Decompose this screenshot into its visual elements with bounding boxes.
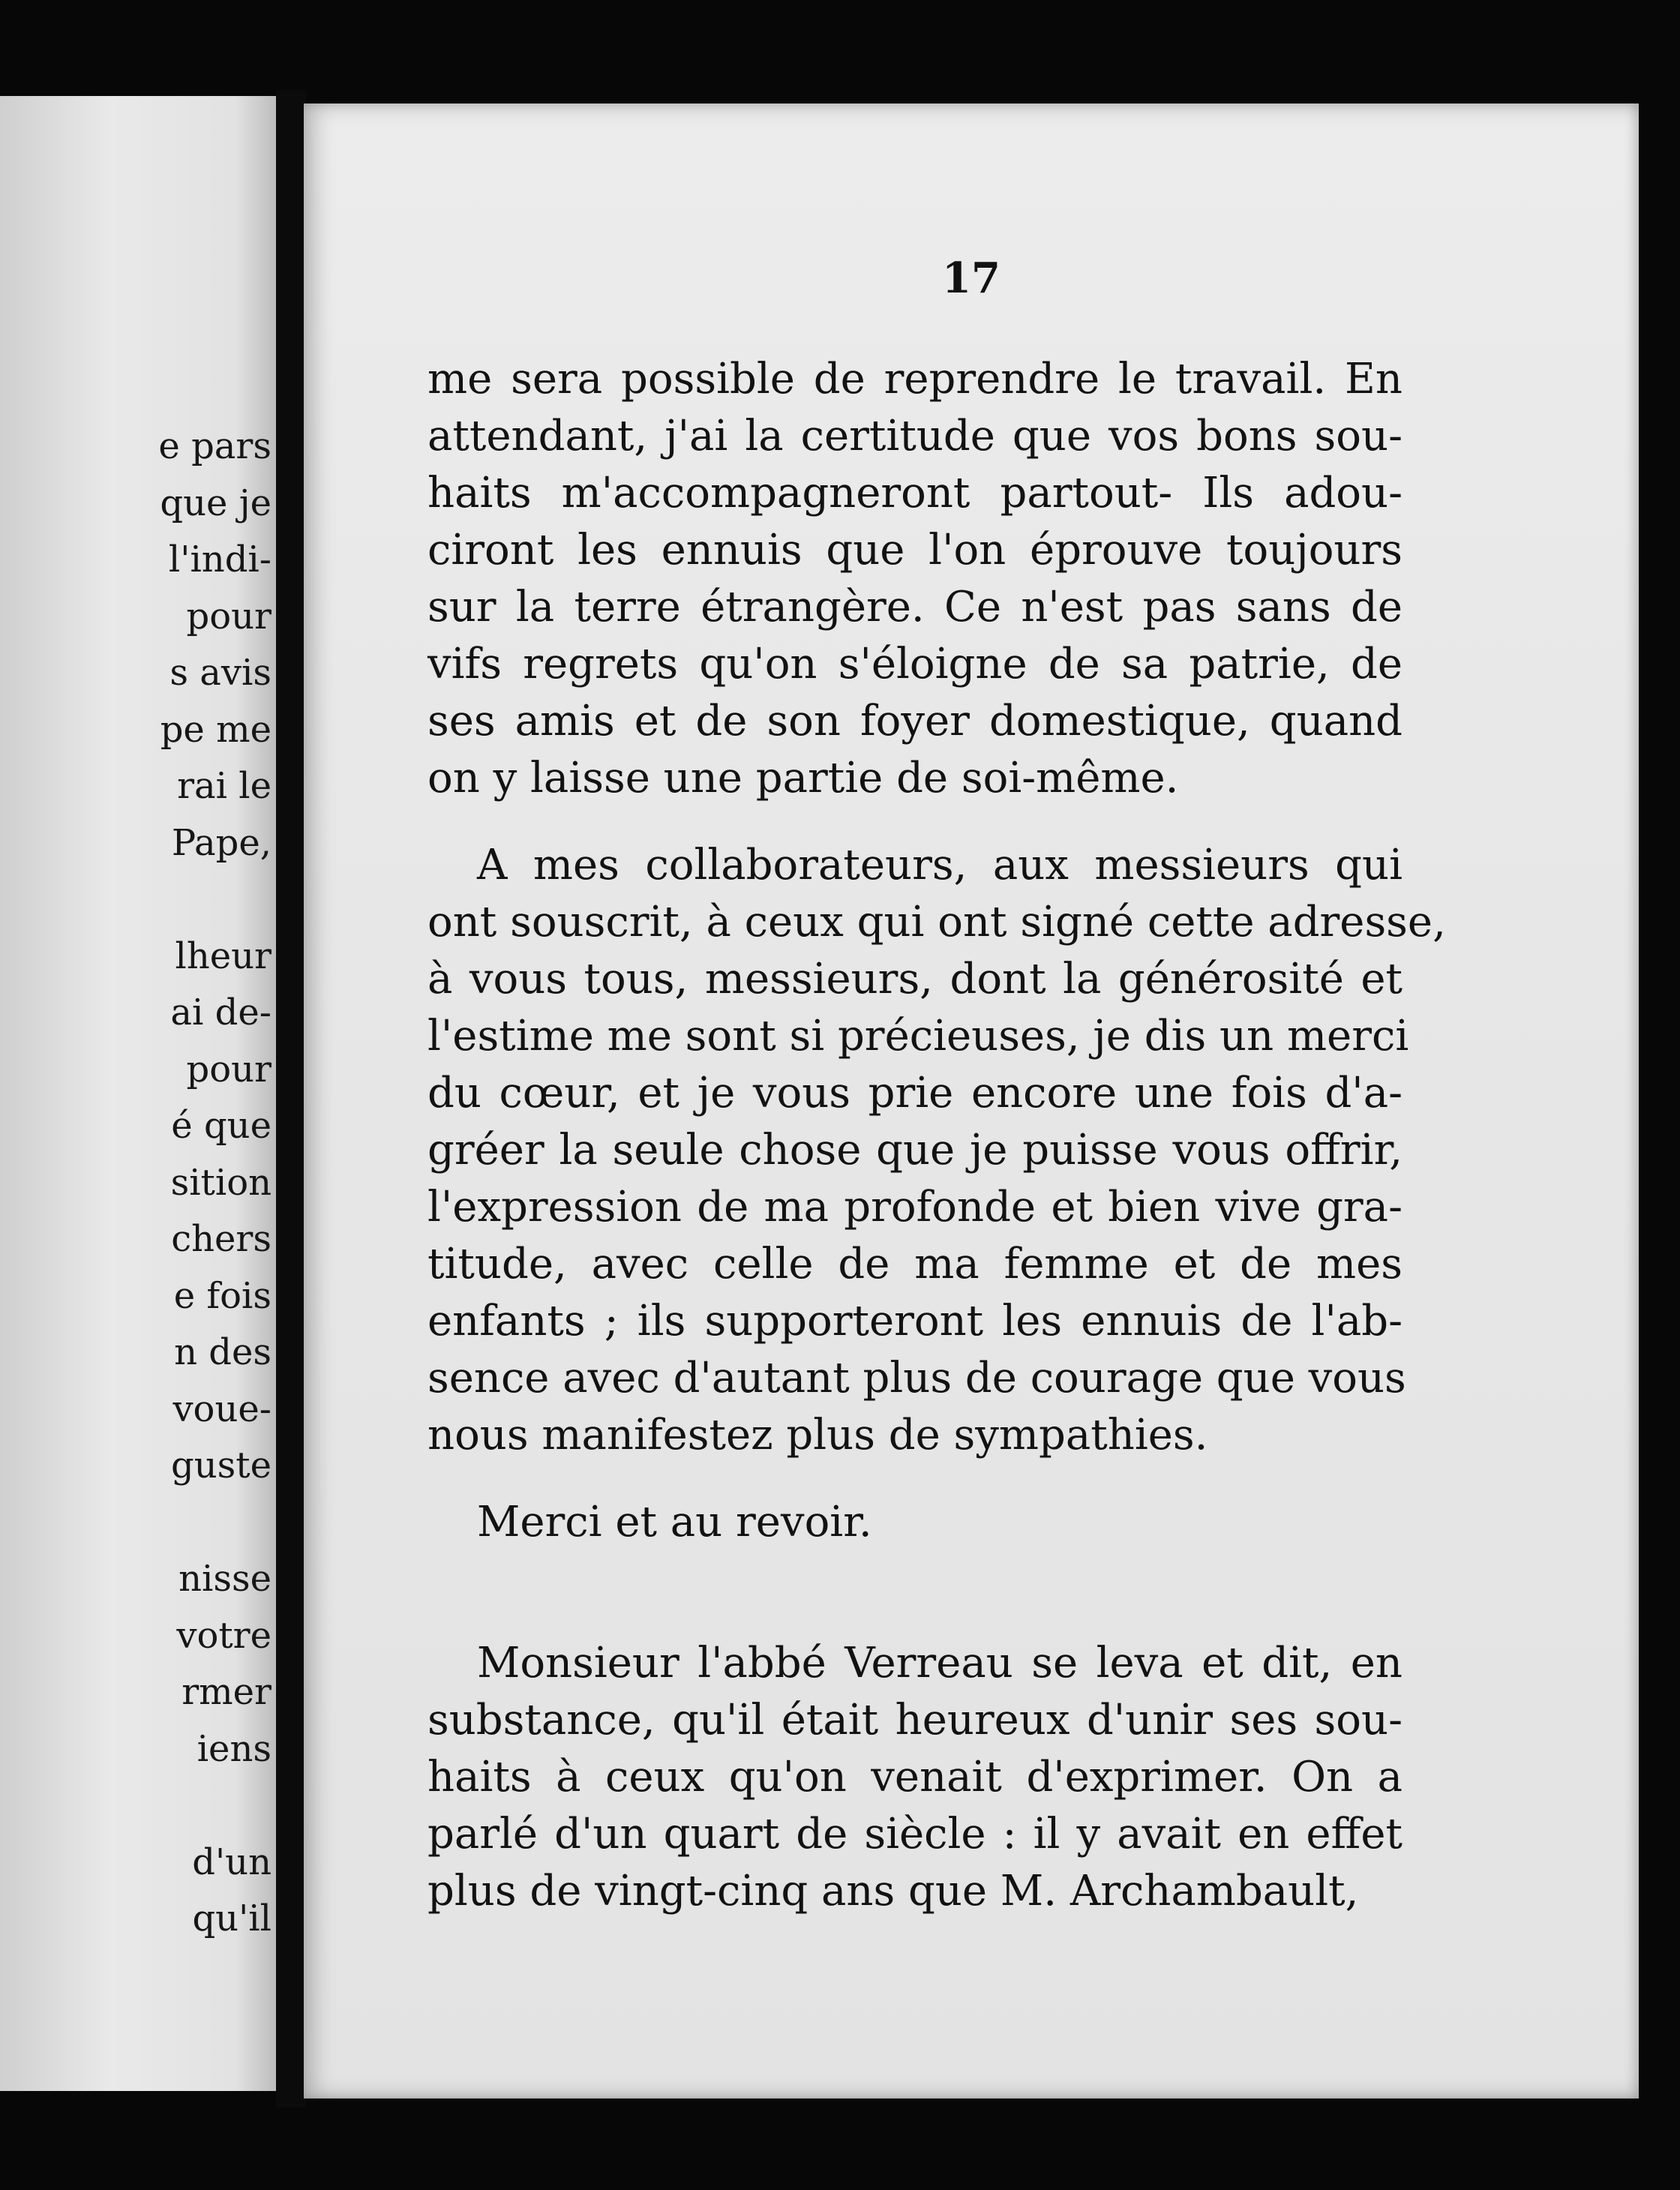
text-line: du cœur, et je vous prie encore une fois d'a-: [428, 1069, 1402, 1118]
text-line: gréer la seule chose que je puisse vous offrir,: [428, 1126, 1402, 1174]
left-page-line: sition: [170, 1161, 272, 1204]
text-line: Monsieur l'abbé Verreau se leva et dit, en: [477, 1639, 1402, 1688]
text-line: ont souscrit, à ceux qui ont signé cette adresse,: [428, 898, 1446, 946]
text-line: haits à ceux qu'on venait d'exprimer. On a: [428, 1753, 1402, 1802]
text-line: substance, qu'il était heureux d'unir ses sou-: [428, 1696, 1402, 1744]
left-page-line: Pape,: [171, 821, 272, 864]
left-page-line: nisse: [178, 1558, 272, 1600]
paragraph: [428, 351, 1402, 807]
left-page-line: rmer: [182, 1671, 272, 1713]
page-body-text: [428, 351, 1446, 1920]
text-line: attendant, j'ai la certitude que vos bons sou-: [428, 412, 1402, 460]
left-page-line: lheur: [175, 934, 272, 977]
left-page-line: chers: [171, 1218, 272, 1260]
left-page-line: [0, 1495, 276, 1552]
left-page-line: guste: [171, 1444, 272, 1486]
text-line: ses amis et de son foyer domestique, quand: [428, 697, 1402, 746]
left-page-line: pour: [186, 1048, 272, 1090]
left-page-line: pour: [186, 595, 272, 638]
left-page-line: pe me: [160, 708, 272, 751]
text-line: Merci et au revoir.: [477, 1498, 872, 1546]
left-page-line: votre: [176, 1614, 272, 1657]
left-page-line: e pars: [158, 425, 272, 467]
text-line: haits m'accompagneront partout- Ils adou-: [428, 469, 1402, 518]
text-line: on y laisse une partie de soi-même.: [428, 754, 1179, 802]
text-line: me sera possible de reprendre le travail. En: [428, 355, 1402, 404]
page-number: 17: [942, 254, 1000, 303]
text-line: vifs regrets qu'on s'éloigne de sa patrie, de: [428, 640, 1402, 688]
left-page-line: d'un: [192, 1840, 272, 1883]
text-line: A mes collaborateurs, aux messieurs qui: [477, 841, 1402, 890]
text-line: nous manifestez plus de sympathies.: [428, 1411, 1208, 1460]
text-line: titude, avec celle de ma femme et de mes: [428, 1240, 1402, 1288]
text-line: parlé d'un quart de siècle : il y avait en effet: [428, 1810, 1402, 1858]
paragraph: [428, 837, 1446, 1464]
left-page-line: ai de-: [170, 992, 272, 1034]
text-line: l'estime me sont si précieuses, je dis un merci: [428, 1012, 1409, 1060]
text-line: sence avec d'autant plus de courage que vous: [428, 1354, 1406, 1402]
left-page-line: voue-: [172, 1388, 272, 1430]
left-page-line: e fois: [173, 1274, 272, 1317]
text-line: l'expression de ma profonde et bien vive gra-: [428, 1183, 1402, 1232]
paragraph: [428, 1635, 1402, 1920]
left-page-text: [0, 418, 276, 1948]
left-page-line: l'indi-: [168, 538, 272, 580]
left-page-line: qu'il: [192, 1898, 272, 1940]
text-line: sur la terre étrangère. Ce n'est pas sans de: [428, 583, 1402, 632]
left-page-line: s avis: [170, 652, 272, 694]
paragraph: [428, 1494, 1402, 1551]
left-page-line: é que: [171, 1105, 272, 1147]
text-line: à vous tous, messieurs, dont la générosité et: [428, 955, 1402, 1004]
book-gutter: [276, 90, 306, 2108]
text-line: enfants ; ils supporteront les ennuis de l'ab-: [428, 1297, 1402, 1346]
text-line: plus de vingt-cinq ans que M. Archambault,: [428, 1867, 1359, 1916]
left-page-line: que je: [160, 482, 272, 524]
text-line: ciront les ennuis que l'on éprouve toujours: [428, 526, 1402, 574]
left-page-line: rai le: [177, 765, 272, 807]
left-facing-page: [0, 96, 280, 2091]
left-page-line: n des: [174, 1331, 272, 1373]
left-page-line: [0, 872, 276, 928]
left-page-line: [0, 1778, 276, 1834]
right-page: [304, 104, 1639, 2098]
left-page-line: iens: [196, 1727, 272, 1770]
